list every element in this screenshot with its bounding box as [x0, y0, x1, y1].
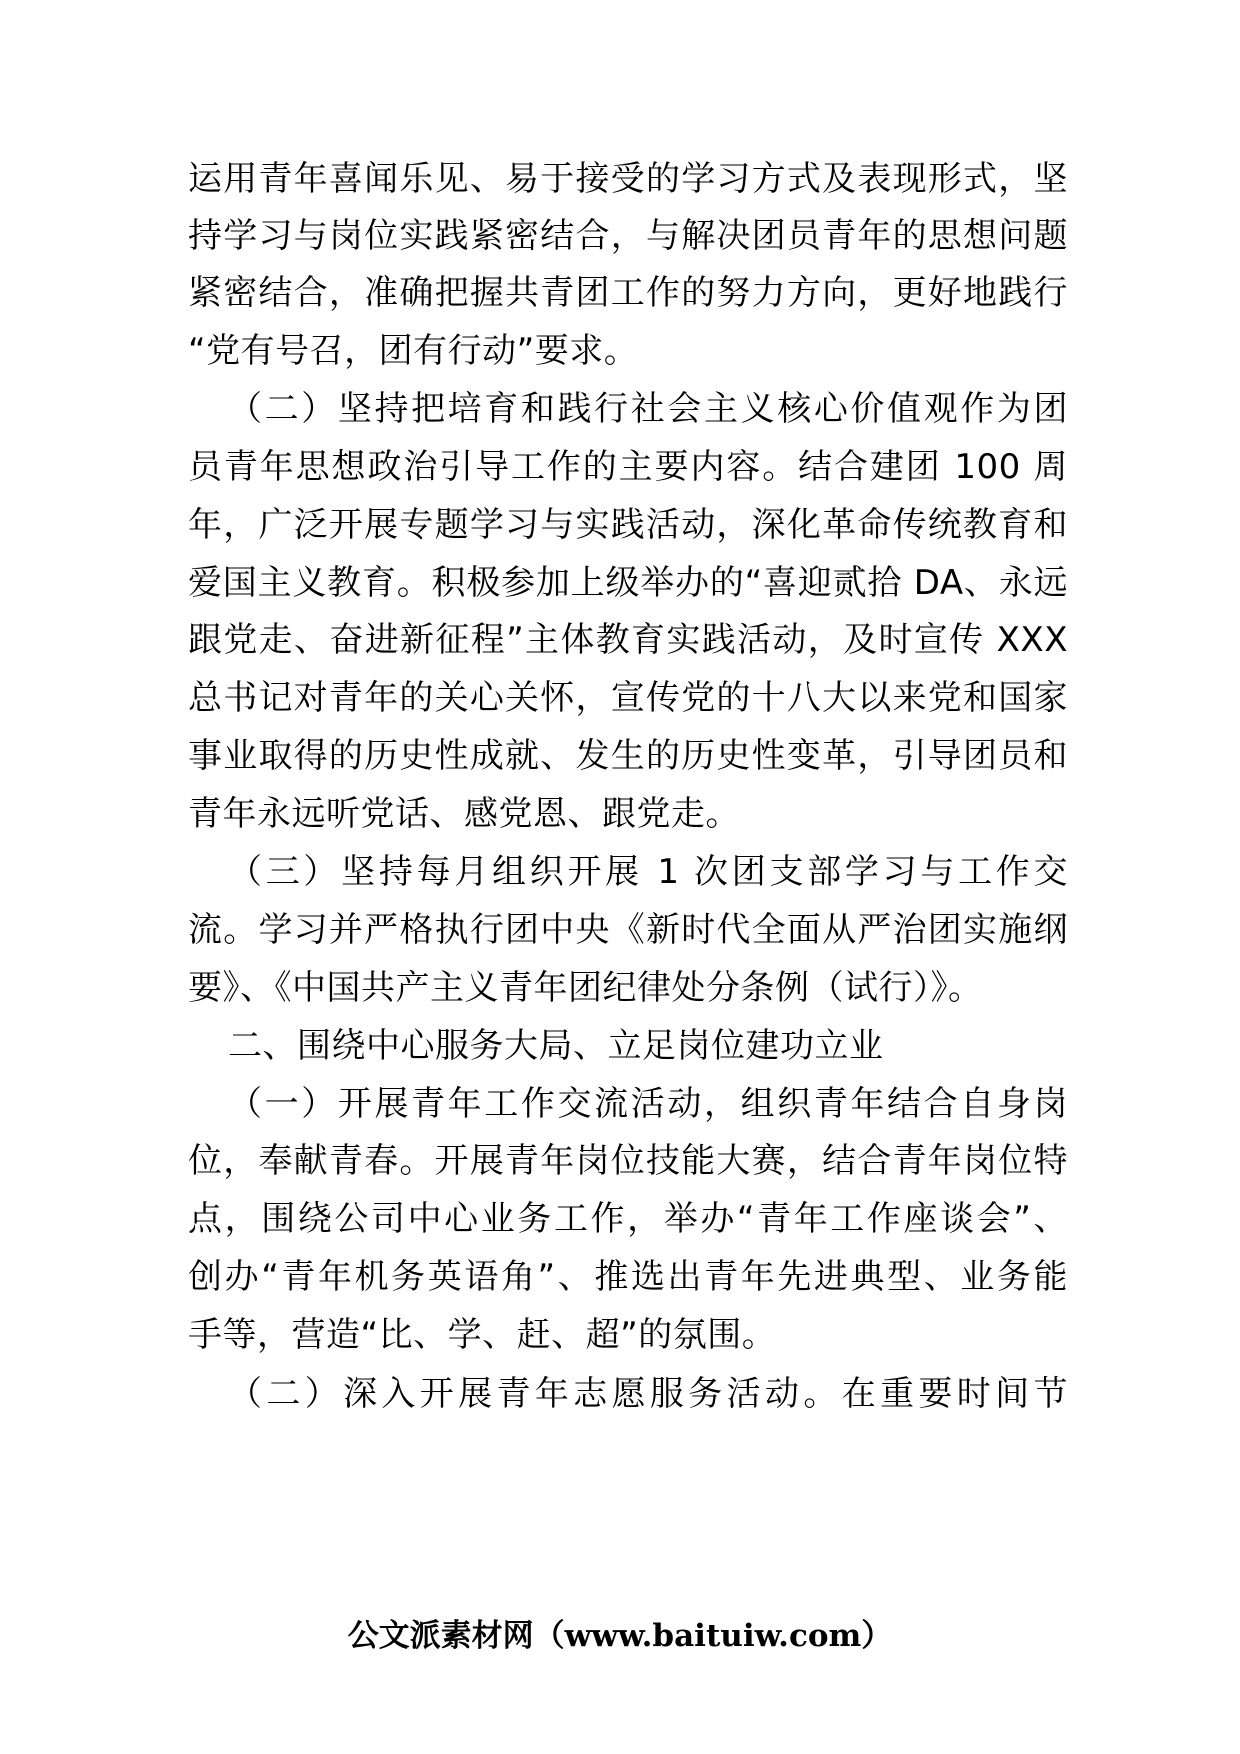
body-text-line: 青年永远听党话、感党恩、跟党走。 [188, 794, 740, 834]
body-text-line: 要》、《中国共产主义青年团纪律处分条例（试行）》。 [188, 968, 983, 1008]
body-text-line: 流。学习并严格执行团中央《新时代全面从严治团实施纲 [188, 910, 1068, 950]
body-text-line: 运用青年喜闻乐见、易于接受的学习方式及表现形式，坚 [188, 159, 1068, 199]
body-text-line: 手等，营造“比、学、赶、超”的氛围。 [188, 1315, 777, 1355]
body-text-line: 跟党走、奋进新征程”主体教育实践活动，及时宣传 XXX [188, 620, 1068, 660]
body-text-line: 事业取得的历史性成就、发生的历史性变革，引导团员和 [188, 736, 1068, 776]
body-text-line: “党有号召，团有行动”要求。 [188, 331, 639, 371]
body-text-line: 持学习与岗位实践紧密结合，与解决团员青年的思想问题 [188, 216, 1068, 256]
body-text-line: 点，围绕公司中心业务工作，举办“青年工作座谈会”、 [188, 1199, 1068, 1239]
section-heading-line: （一）开展青年工作交流活动，组织青年结合自身岗 [228, 1084, 1068, 1124]
section-heading-line: （二）坚持把培育和践行社会主义核心价值观作为团 [228, 389, 1068, 429]
body-text-line: 总书记对青年的关心关怀，宣传党的十八大以来党和国家 [188, 678, 1068, 718]
footer-watermark-text: 公文派素材网（www.baituiw.com） [347, 1618, 893, 1654]
body-text-line: 紧密结合，准确把握共青团工作的努力方向，更好地践行 [188, 273, 1068, 313]
body-text-line: 年，广泛开展专题学习与实践活动，深化革命传统教育和 [188, 505, 1068, 545]
body-text-line: 创办“青年机务英语角”、推选出青年先进典型、业务能 [188, 1257, 1068, 1297]
body-text-line: 位，奉献青春。开展青年岗位技能大赛，结合青年岗位特 [188, 1141, 1068, 1181]
chapter-heading: 二、围绕中心服务大局、立足岗位建功立业 [228, 1026, 884, 1066]
body-text-line: 爱国主义教育。积极参加上级举办的“喜迎贰拾 DA、永远 [188, 563, 1068, 603]
body-text-line: 员青年思想政治引导工作的主要内容。结合建团 100 周 [188, 447, 1068, 487]
section-heading-line: （二）深入开展青年志愿服务活动。在重要时间节 [228, 1374, 1068, 1414]
section-heading-line: （三）坚持每月组织开展 1 次团支部学习与工作交 [228, 852, 1068, 892]
